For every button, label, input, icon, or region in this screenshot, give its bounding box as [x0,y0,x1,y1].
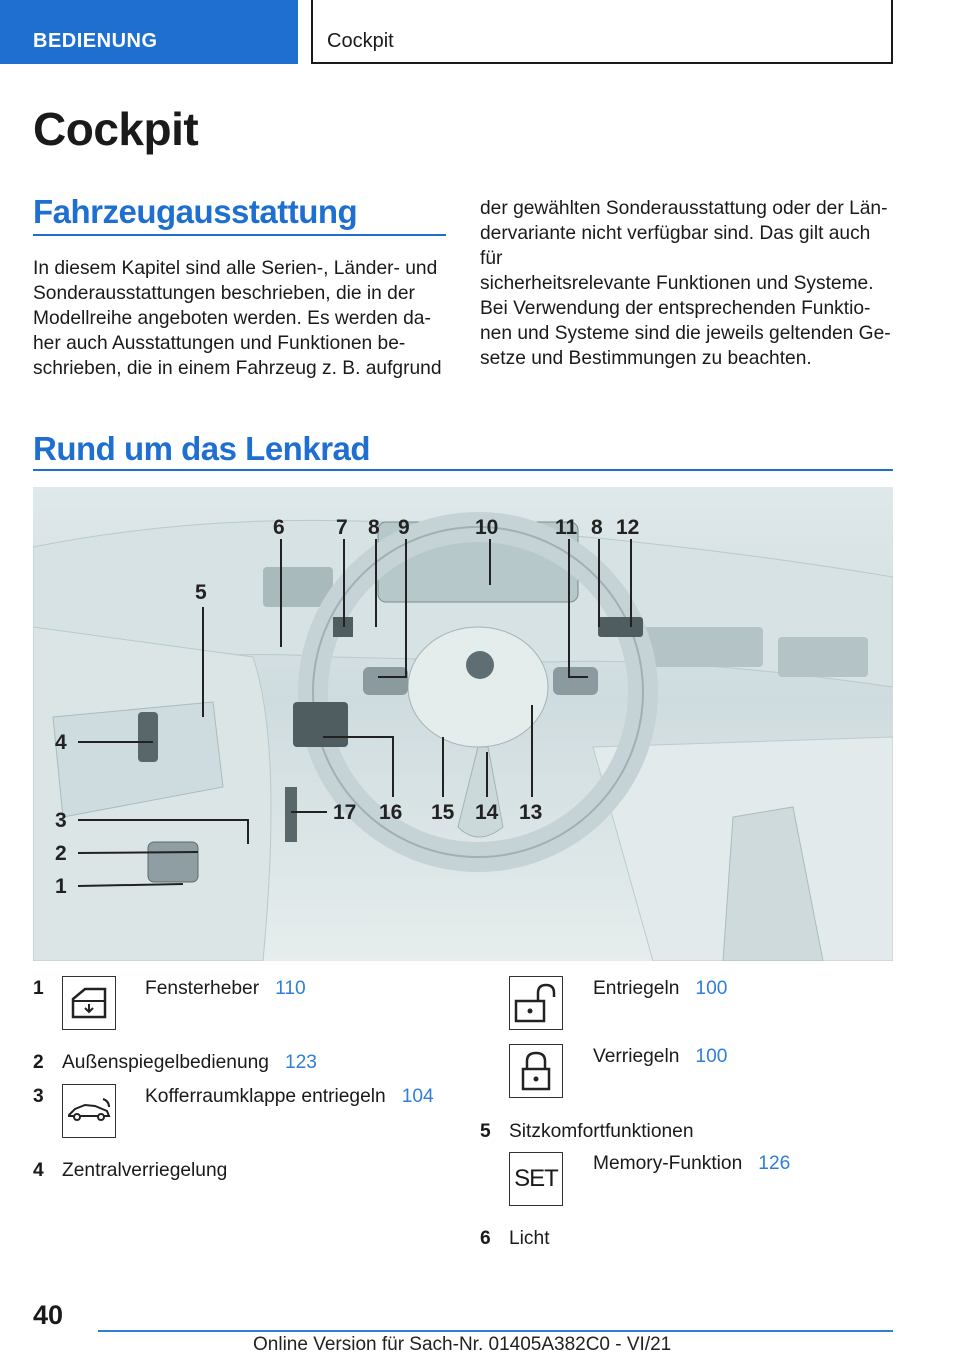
figure-label: 3 [55,809,67,832]
text-line: nen und Systeme sind die jeweils geltenden Ge- [480,323,891,344]
section-label: BEDIENUNG [33,30,158,52]
legend-number: 5 [480,1121,491,1142]
figure-label: 13 [519,801,543,824]
section-tab [0,0,298,64]
figure-label: 16 [379,801,403,824]
legend-number: 4 [33,1160,44,1181]
legend-number: 1 [33,978,44,999]
legend-text: Außenspiegelbedienung [62,1052,269,1073]
text-line: Modellreihe angeboten werden. Es werden da- [33,308,431,329]
figure-label: 15 [431,801,455,824]
text-line: schrieben, die in einem Fahrzeug z. B. aufgrund [33,358,442,379]
intro-text-right [480,196,895,371]
legend-text: Verriegeln [593,1046,680,1067]
window-lift-icon [62,976,116,1030]
figure-label: 1 [55,875,67,898]
trunk-unlock-icon [62,1084,116,1138]
text-line: sicherheitsrelevante Funktionen und Systeme. [480,273,874,294]
legend-label [593,978,727,1000]
figure-label: 14 [475,801,499,824]
text-line: der gewählten Sonderausstattung oder der Län- [480,198,888,219]
set-icon-text: SET [514,1165,558,1192]
legend-label [145,978,306,1000]
intro-text-left [33,256,448,381]
unlock-icon [509,976,563,1030]
legend-number: 6 [480,1228,491,1249]
legend-text: Entriegeln [593,978,680,999]
footer-text: Online Version für Sach-Nr. 01405A382C0 - VI/21 [253,1334,672,1355]
legend-label [593,1153,790,1175]
figure-label: 8 [591,516,603,539]
page-title: Cockpit [33,103,199,155]
figure-label: 17 [333,801,357,824]
text-line: In diesem Kapitel sind alle Serien-, Länder- und [33,258,438,279]
figure-label: 10 [475,516,499,539]
page-ref[interactable]: 100 [695,978,728,999]
text-line: Sonderausstattungen beschrieben, die in der [33,283,415,304]
figure-label: 2 [55,842,67,865]
figure-label: 9 [398,516,410,539]
legend-label [62,1052,317,1074]
chapter-label: Cockpit [327,30,394,52]
cockpit-illustration [33,487,893,961]
lock-icon [509,1044,563,1098]
page-ref[interactable]: 123 [284,1052,317,1073]
legend-text: Kofferraumklappe entriegeln [145,1086,386,1107]
text-line: dervariante nicht verfügbar sind. Das gilt auch für [480,223,871,269]
text-line: setze und Bestimmungen zu beachten. [480,348,812,369]
set-icon [509,1152,563,1206]
figure-label: 4 [55,731,67,754]
legend-text: Fensterheber [145,978,260,999]
legend-number: 3 [33,1086,44,1107]
legend-label [145,1086,434,1108]
chapter-header [311,0,893,64]
figure-label: 6 [273,516,285,539]
page-ref[interactable]: 126 [758,1153,791,1174]
legend-text: Sitzkomfortfunktionen [509,1121,694,1142]
page-number: 40 [33,1300,64,1330]
cockpit-drawing [33,487,893,961]
figure-label: 5 [195,581,207,604]
footer-rule [98,1330,893,1332]
text-line: Bei Verwendung der entsprechenden Funktio- [480,298,871,319]
legend-number: 2 [33,1052,44,1073]
page-ref[interactable]: 104 [401,1086,434,1107]
page-ref[interactable]: 100 [695,1046,728,1067]
figure-label: 11 [555,516,578,539]
heading-rule [33,469,893,471]
section-heading-lenkrad: Rund um das Lenkrad [33,430,371,467]
legend-label [593,1046,727,1068]
heading-rule [33,234,446,236]
legend-text: Zentralverriegelung [62,1160,228,1181]
legend-text: Licht [509,1228,550,1249]
section-heading-fahrzeugausstattung: Fahrzeugausstattung [33,193,358,230]
text-line: her auch Ausstattungen und Funktionen be- [33,333,406,354]
legend-text: Memory-Funktion [593,1153,743,1174]
figure-label: 7 [336,516,348,539]
figure-label: 12 [616,516,640,539]
page-ref[interactable]: 110 [275,978,306,999]
figure-label: 8 [368,516,380,539]
